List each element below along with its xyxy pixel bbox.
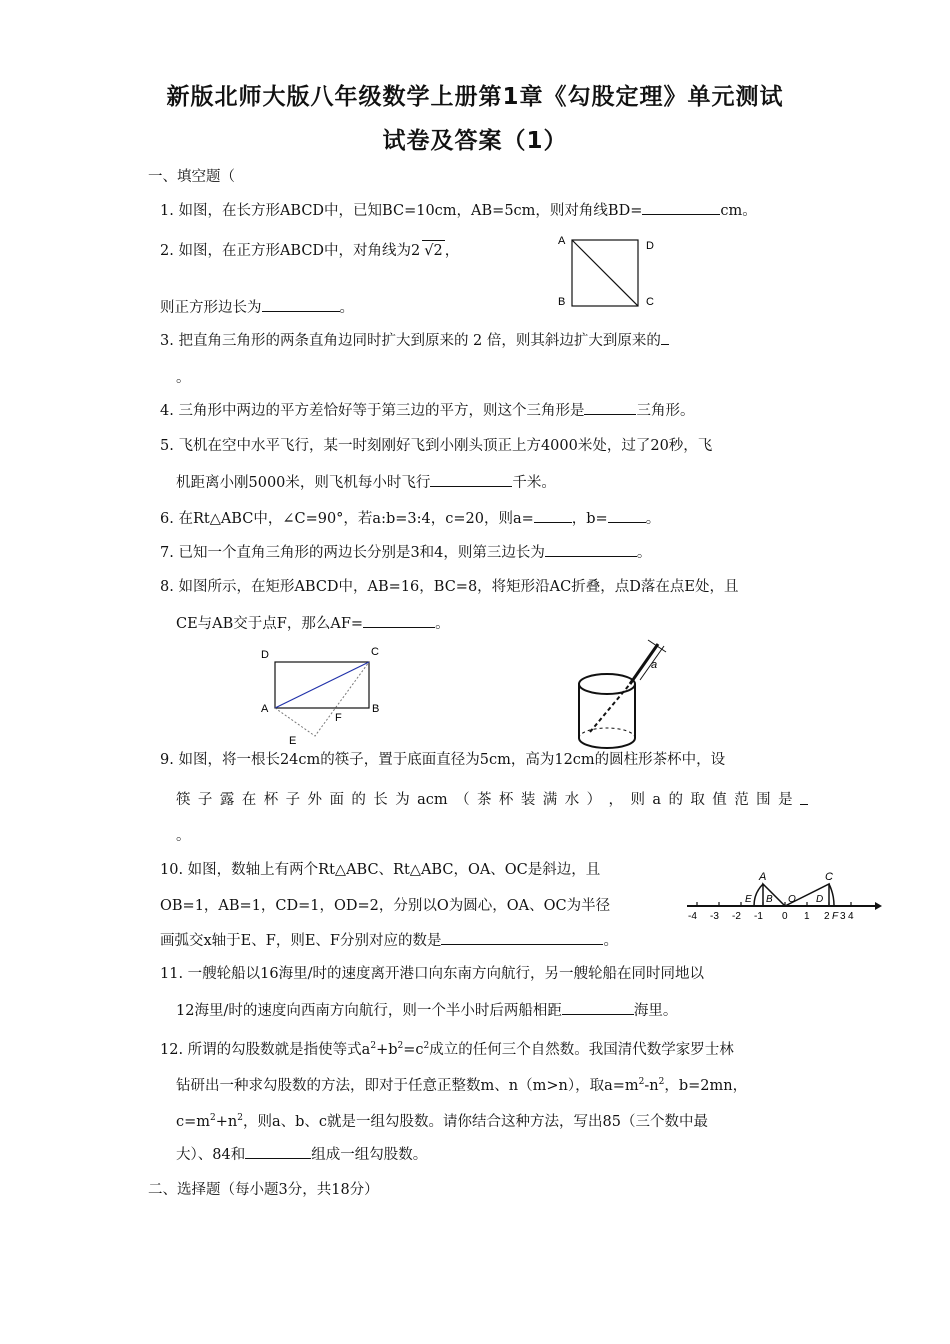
question-6: 6. 在Rt△ABC中，∠C=90°，若a:b=3:4，c=20，则a= ，b= 。	[160, 508, 660, 529]
cup-label-a: a	[651, 659, 658, 671]
square-label-b: B	[558, 296, 566, 308]
answer-blank-6b[interactable]	[608, 508, 646, 523]
question-10-line2: OB=1，AB=1，CD=1，OD=2，分别以O为圆心，OA、OC为半径	[160, 898, 611, 914]
answer-blank-8[interactable]	[363, 613, 435, 628]
axis-tick-1: 1	[804, 911, 810, 922]
axis-point-e: E	[745, 894, 752, 905]
answer-blank-10[interactable]	[441, 930, 603, 945]
axis-tick--4: -4	[688, 911, 697, 922]
rect-label-e: E	[289, 735, 297, 747]
question-3-line2: 。	[176, 370, 191, 386]
answer-blank-6a[interactable]	[534, 508, 572, 523]
axis-point-o: O	[788, 894, 796, 905]
rect-label-c: C	[371, 646, 379, 658]
axis-point-d: D	[816, 894, 824, 905]
square-label-d: D	[646, 240, 654, 252]
rect-label-b: B	[372, 703, 380, 715]
cup-chopstick-figure	[570, 632, 680, 750]
question-12: 12. 所谓的勾股数就是指使等式$a^2+b^2=c^2$成立的任何三个自然数。我国清代数学家罗士林	[160, 1041, 734, 1058]
question-7: 7. 已知一个直角三角形的两边长分别是3和4，则第三边长为 。	[160, 542, 651, 563]
axis-tick-2: 2	[824, 911, 830, 922]
answer-blank-4[interactable]	[584, 400, 636, 415]
question-1: 1. 如图，在长方形ABCD中，已知BC=10cm，AB=5cm，则对角线BD= cm。	[160, 200, 757, 221]
question-5: 5. 飞机在空中水平飞行，某一时刻刚好飞到小刚头顶正上方4000米处，过了20秒，飞	[160, 438, 713, 454]
question-3: 3. 把直角三角形的两条直角边同时扩大到原来的 2 倍，则其斜边扩大到原来的	[160, 330, 669, 351]
axis-tick-3: 3	[840, 911, 846, 922]
square-label-c: C	[646, 296, 654, 308]
question-12-line2: 钻研出一种求勾股数的方法，即对于任意正整数m、n（m>n），取$a=m^2-n^2$，b=2mn，	[176, 1077, 748, 1094]
axis-tick--1: -1	[754, 911, 763, 922]
question-8-line2: CE与AB交于点F，那么AF= 。	[176, 613, 450, 634]
question-9: 9. 如图，将一根长24cm的筷子，置于底面直径为5cm，高为12cm的圆柱形茶杯中，设	[160, 752, 726, 768]
question-12-line4: 大）、84和 组成一组勾股数。	[176, 1144, 427, 1165]
answer-blank-2[interactable]	[262, 297, 340, 312]
answer-blank-11[interactable]	[562, 1000, 634, 1015]
axis-tick--2: -2	[732, 911, 741, 922]
question-8: 8. 如图所示，在矩形ABCD中，AB=16，BC=8，将矩形沿AC折叠，点D落在点E处，且	[160, 579, 739, 595]
question-5-line2: 机距离小刚5000米，则飞机每小时飞行 千米。	[176, 472, 556, 493]
rectangle-fold-figure	[255, 640, 395, 748]
rect-label-f: F	[335, 712, 342, 724]
question-11-line2: 12海里/时的速度向西南方向航行，则一个半小时后两船相距 海里。	[176, 1000, 677, 1021]
axis-tick-4: 4	[848, 911, 854, 922]
question-12-line3: $c=m^2+n^2$，则a、b、c就是一组勾股数。请你结合这种方法，写出85（三个数中最	[176, 1113, 708, 1130]
answer-blank-5[interactable]	[430, 472, 512, 487]
answer-blank-1[interactable]	[642, 200, 720, 215]
question-9-line3: 。	[176, 828, 191, 844]
square-label-a: A	[558, 235, 566, 247]
number-line-figure	[683, 866, 883, 924]
section2-heading: 二、选择题（每小题3分，共18分）	[148, 1182, 379, 1198]
question-4: 4. 三角形中两边的平方差恰好等于第三边的平方，则这个三角形是 三角形。	[160, 400, 694, 421]
rect-label-a: A	[261, 703, 269, 715]
question-9-line2: 筷 子 露 在 杯 子 外 面 的 长 为 acm （ 茶 杯 装 满 水 ） ， 则 a 的 取 值 范 围 是	[176, 790, 808, 810]
axis-point-f: F	[832, 911, 839, 922]
answer-blank-9[interactable]	[800, 790, 808, 805]
axis-point-b: B	[766, 894, 773, 905]
page-title-line1: 新版北师大版八年级数学上册第1章《勾股定理》单元测试	[166, 84, 784, 110]
question-2: 2. 如图，在正方形ABCD中，对角线为2 √2 ，	[160, 240, 459, 261]
answer-blank-3[interactable]	[661, 330, 669, 345]
page-title-line2: 试卷及答案（1）	[382, 128, 568, 154]
question-11: 11. 一艘轮船以16海里/时的速度离开港口向东南方向航行，另一艘轮船在同时同地以	[160, 966, 705, 982]
sqrt-symbol: √2	[422, 240, 444, 261]
question-10-line3: 画弧交x轴于E、F，则E、F分别对应的数是 。	[160, 930, 618, 951]
question-2-line2: 则正方形边长为 。	[160, 297, 354, 318]
section1-heading: 一、填空题（	[148, 169, 235, 185]
answer-blank-12[interactable]	[245, 1144, 311, 1159]
answer-blank-7[interactable]	[545, 542, 637, 557]
square-figure	[552, 230, 662, 310]
axis-point-c: C	[825, 871, 833, 883]
axis-tick--3: -3	[710, 911, 719, 922]
rect-label-d: D	[261, 649, 269, 661]
axis-tick-0: 0	[782, 911, 788, 922]
question-10: 10. 如图，数轴上有两个Rt△ABC、Rt△ABC，OA、OC是斜边，且	[160, 862, 601, 878]
axis-point-a: A	[759, 871, 767, 883]
